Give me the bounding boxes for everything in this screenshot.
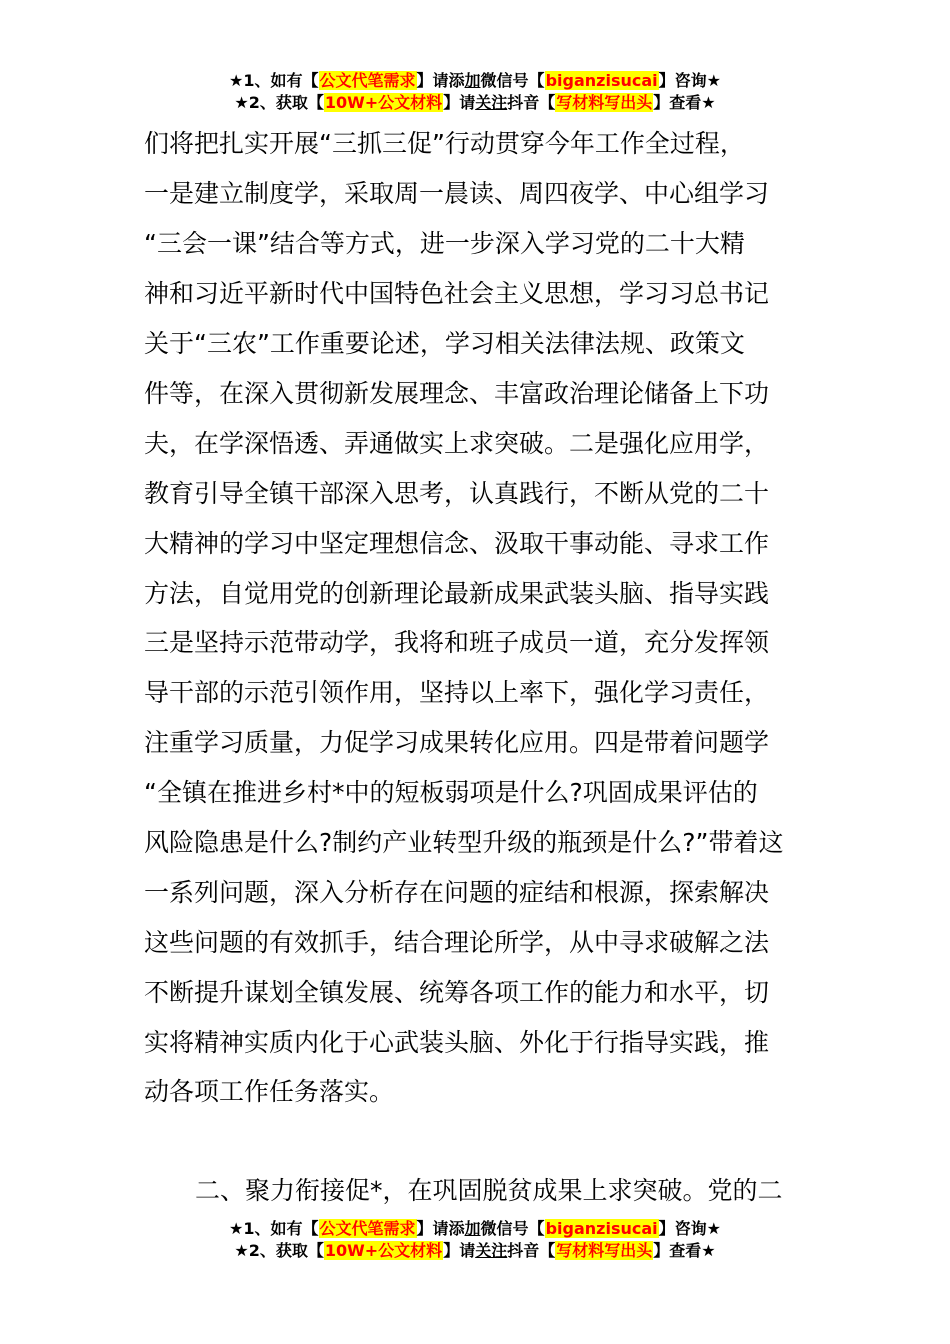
banner-line-1-suffix: 】咨询★ [658, 71, 721, 90]
banner-line-1 [0, 70, 950, 92]
body-line: “三会一课”结合等方式，进一步深入学习党的二十大精 [144, 229, 745, 258]
banner-line-1 [0, 1218, 950, 1240]
footer-banner [0, 1218, 950, 1262]
body-line: 不断提升谋划全镇发展、统筹各项工作的能力和水平，切 [144, 978, 770, 1007]
body-line: 三是坚持示范带动学，我将和班子成员一道，充分发挥领 [144, 628, 770, 657]
header-banner [0, 70, 950, 114]
banner-line-2-prefix: ★2、获取【 [234, 1241, 324, 1260]
banner-line-1-suffix: 】咨询★ [658, 1219, 721, 1238]
body-line: 一系列问题，深入分析存在问题的症结和根源，探索解决 [144, 878, 770, 907]
banner-line-2-highlight-douyin: 写材料写出头 [556, 1241, 653, 1260]
banner-line-1-mid-2: 微信号【 [480, 71, 545, 90]
body-line: 大精神的学习中坚定理想信念、汲取干事动能、寻求工作 [144, 529, 770, 558]
banner-line-1-highlight-service: 公文代笔需求 [319, 71, 416, 90]
banner-line-1-mid-2: 微信号【 [480, 1219, 545, 1238]
banner-line-2-underlined: 关注 [475, 93, 508, 112]
body-line: “全镇在推进乡村*中的短板弱项是什么?巩固成果评估的 [144, 778, 758, 807]
banner-line-1-mid: 】请添 [416, 1219, 465, 1238]
banner-line-2 [0, 1240, 950, 1262]
section-heading: 二、聚力衔接促*，在巩固脱贫成果上求突破。党的二 [195, 1176, 783, 1205]
body-line: 这些问题的有效抓手，结合理论所学，从中寻求破解之法 [144, 928, 770, 957]
banner-line-2-highlight-douyin: 写材料写出头 [556, 93, 653, 112]
banner-line-2-highlight-materials: 10W+公文材料 [324, 93, 443, 112]
banner-line-2-mid-2: 抖音【 [507, 1241, 556, 1260]
banner-line-2-prefix: ★2、获取【 [234, 93, 324, 112]
body-line: 们将把扎实开展“三抓三促”行动贯穿今年工作全过程， [144, 129, 745, 158]
banner-line-2-highlight-materials: 10W+公文材料 [324, 1241, 443, 1260]
body-line: 一是建立制度学，采取周一晨读、周四夜学、中心组学习 [144, 179, 770, 208]
banner-line-2-mid-2: 抖音【 [507, 93, 556, 112]
body-line: 教育引导全镇干部深入思考，认真践行，不断从党的二十 [144, 479, 770, 508]
banner-line-2-underlined: 关注 [475, 1241, 508, 1260]
banner-line-2-mid: 】请 [443, 93, 476, 112]
body-line: 导干部的示范引领作用，坚持以上率下，强化学习责任， [144, 678, 770, 707]
body-line: 件等，在深入贯彻新发展理念、丰富政治理论储备上下功 [144, 379, 770, 408]
banner-line-1-underlined: 加 [464, 1219, 481, 1238]
banner-line-1-mid: 】请添 [416, 71, 465, 90]
banner-line-1-prefix: ★1、如有【 [229, 71, 319, 90]
banner-line-1-highlight-wechat: biganzisucai [545, 71, 658, 90]
body-line: 方法，自觉用党的创新理论最新成果武装头脑、指导实践 [144, 579, 770, 608]
body-line: 关于“三农”工作重要论述，学习相关法律法规、政策文 [144, 329, 745, 358]
banner-line-1-highlight-wechat: biganzisucai [545, 1219, 658, 1238]
body-line: 动各项工作任务落实。 [144, 1077, 395, 1106]
banner-line-2-suffix: 】查看★ [653, 1241, 716, 1260]
body-line: 注重学习质量，力促学习成果转化应用。四是带着问题学 [144, 728, 770, 757]
banner-line-2 [0, 92, 950, 114]
banner-line-1-underlined: 加 [464, 71, 481, 90]
body-line: 夫，在学深悟透、弄通做实上求突破。二是强化应用学， [144, 429, 770, 458]
body-line: 风险隐患是什么?制约产业转型升级的瓶颈是什么?”带着这 [144, 828, 784, 857]
banner-line-2-mid: 】请 [443, 1241, 476, 1260]
banner-line-1-prefix: ★1、如有【 [229, 1219, 319, 1238]
body-line: 神和习近平新时代中国特色社会主义思想，学习习总书记 [144, 279, 770, 308]
banner-line-1-highlight-service: 公文代笔需求 [319, 1219, 416, 1238]
banner-line-2-suffix: 】查看★ [653, 93, 716, 112]
body-line: 实将精神实质内化于心武装头脑、外化于行指导实践，推 [144, 1028, 770, 1057]
